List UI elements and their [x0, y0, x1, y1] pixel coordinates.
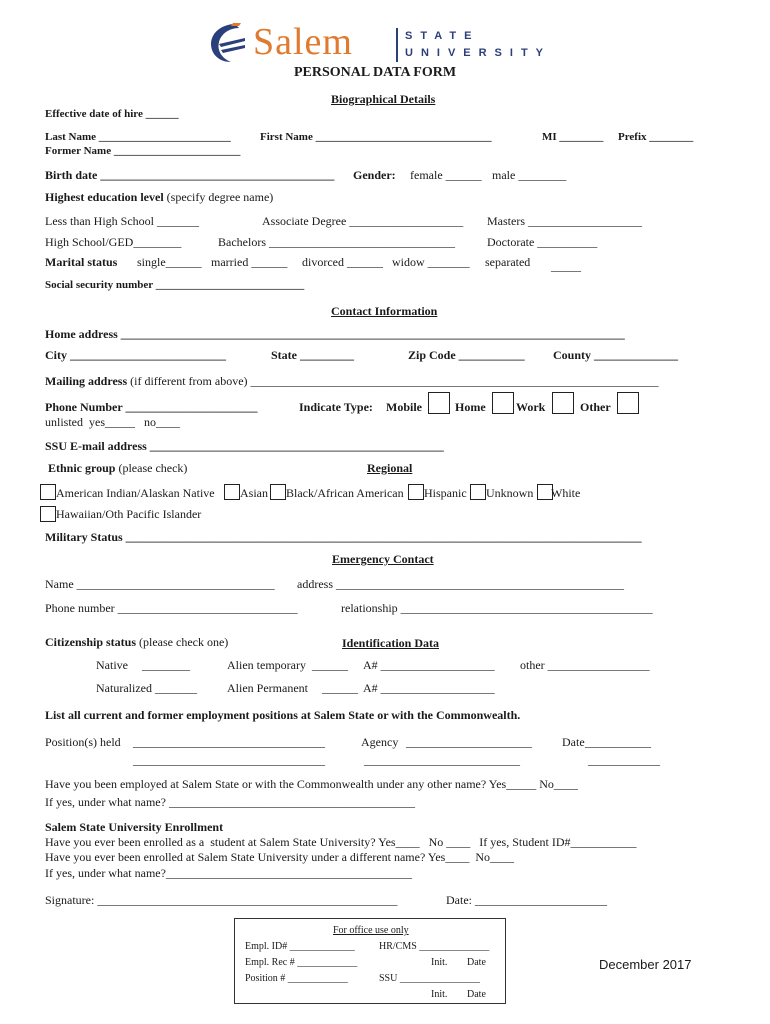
section-regional: Regional [367, 461, 413, 475]
county-field[interactable]: County ______________ [553, 348, 679, 362]
office-date-2-label: Date [467, 989, 486, 1000]
ethnic-black-checkbox[interactable] [270, 484, 286, 500]
ethnic-hispanic-label: Hispanic [424, 486, 467, 500]
type-mobile-label: Mobile [386, 400, 422, 414]
ssn-field[interactable]: Social security number ___________________________ [45, 279, 305, 291]
home-address-field[interactable]: Home address ____________________________________________________________________________________ [45, 327, 625, 341]
education-heading: Highest education level (specify degree name) [45, 190, 274, 204]
mi-field[interactable]: MI ________ [542, 131, 604, 143]
salem-seal-icon [205, 20, 251, 66]
marital-divorced-field[interactable]: divorced ______ [302, 255, 383, 269]
office-use-box [234, 918, 506, 1004]
office-hr-cms-field[interactable]: HR/CMS ______________ [379, 941, 490, 952]
other-name-field[interactable]: If yes, under what name? _________________________________________ [45, 795, 415, 809]
form-title: PERSONAL DATA FORM [294, 65, 457, 80]
type-other-label: Other [580, 400, 611, 414]
type-work-checkbox[interactable] [552, 392, 574, 414]
ethnic-hawaiian-checkbox[interactable] [40, 506, 56, 522]
employment-heading: List all current and former employment positions at Salem State or with the Commonwealth. [45, 708, 521, 722]
position-held-field-1[interactable]: ________________________________ [133, 735, 325, 749]
employment-date-field-2[interactable]: ____________ [588, 753, 660, 767]
employment-date-label: Date [562, 735, 585, 749]
marital-widow-field[interactable]: widow _______ [392, 255, 470, 269]
last-name-field[interactable]: Last Name ________________________ [45, 131, 231, 143]
employment-date-field-1[interactable]: ___________ [585, 735, 651, 749]
enrollment-question-2[interactable]: Have you ever been enrolled at Salem State University under a different name? Yes____ No____ [45, 850, 514, 864]
birth-date-field[interactable]: Birth date _______________________________________ [45, 168, 335, 182]
zip-field[interactable]: Zip Code ___________ [408, 348, 525, 362]
ssu-email-field[interactable]: SSU E-mail address _________________________________________________ [45, 439, 444, 453]
office-date-1-label: Date [467, 957, 486, 968]
office-use-title: For office use only [333, 925, 409, 936]
marital-single-field[interactable]: single______ [137, 255, 202, 269]
ethnic-group-label: Ethnic group (please check) [48, 461, 188, 475]
former-name-field[interactable]: Former Name _______________________ [45, 145, 241, 157]
section-emergency: Emergency Contact [332, 552, 434, 566]
section-biographical: Biographical Details [331, 92, 436, 106]
edu-bachelors-field[interactable]: Bachelors _______________________________ [218, 235, 455, 249]
type-home-checkbox[interactable] [492, 392, 514, 414]
emergency-name-field[interactable]: Name _________________________________ [45, 577, 275, 591]
office-init-2-label: Init. [431, 989, 448, 1000]
military-status-field[interactable]: Military Status ______________________________________________________________________________________ [45, 530, 642, 544]
agency-field-2[interactable]: __________________________ [364, 753, 520, 767]
edu-associate-field[interactable]: Associate Degree ___________________ [262, 214, 464, 228]
ethnic-american-indian-checkbox[interactable] [40, 484, 56, 500]
citizenship-native-label: Native [96, 658, 128, 672]
edu-less-hs-field[interactable]: Less than High School _______ [45, 214, 199, 228]
ethnic-white-label: White [551, 486, 581, 500]
agency-label: Agency [361, 735, 399, 749]
first-name-field[interactable]: First Name ________________________________ [260, 131, 492, 143]
signature-date-field[interactable]: Date: ______________________ [446, 893, 607, 907]
ethnic-hispanic-checkbox[interactable] [408, 484, 424, 500]
ethnic-hawaiian-label: Hawaiian/Oth Pacific Islander [56, 507, 202, 521]
logo-line-state: STATE [405, 30, 480, 42]
emergency-phone-field[interactable]: Phone number ______________________________ [45, 601, 298, 615]
ethnic-black-label: Black/African American [286, 486, 404, 500]
citizenship-alien-temporary-field[interactable]: Alien temporary ______ [227, 658, 348, 672]
ethnic-unknown-label: Unknown [486, 486, 534, 500]
other-name-question[interactable]: Have you been employed at Salem State or with the Commonwealth under any other name? Yes_____ No____ [45, 777, 578, 791]
marital-separated-field[interactable]: _____ [551, 259, 581, 273]
office-init-1-label: Init. [431, 957, 448, 968]
citizenship-alien-permanent-field[interactable]: ______ [322, 681, 358, 695]
ethnic-asian-label: Asian [240, 486, 268, 500]
edu-hs-field[interactable]: High School/GED________ [45, 235, 182, 249]
enrollment-heading: Salem State University Enrollment [45, 820, 224, 834]
effective-date-field[interactable]: Effective date of hire ______ [45, 108, 179, 120]
type-other-checkbox[interactable] [617, 392, 639, 414]
agency-field-1[interactable]: _____________________ [406, 735, 532, 749]
prefix-field[interactable]: Prefix ________ [618, 131, 694, 143]
citizenship-native-field[interactable]: ________ [142, 658, 190, 672]
section-contact: Contact Information [331, 304, 438, 318]
emergency-relationship-field[interactable]: relationship __________________________________________ [341, 601, 653, 615]
gender-female-field[interactable]: female ______ [410, 168, 482, 182]
type-mobile-checkbox[interactable] [428, 392, 450, 414]
university-logo [205, 18, 565, 66]
office-ssu-field[interactable]: SSU ________________ [379, 973, 480, 984]
edu-masters-field[interactable]: Masters ___________________ [487, 214, 642, 228]
phone-number-field[interactable]: Phone Number ______________________ [45, 400, 258, 414]
city-field[interactable]: City __________________________ [45, 348, 226, 362]
marital-married-field[interactable]: married ______ [211, 255, 288, 269]
marital-separated-label: separated [485, 255, 531, 269]
citizenship-label: Citizenship status (please check one) [45, 635, 229, 649]
gender-label: Gender: [353, 168, 396, 182]
indicate-type-label: Indicate Type: [299, 400, 373, 414]
footer-revision-date: December 2017 [599, 957, 692, 972]
enrollment-question-3[interactable]: If yes, under what name?_________________________________________ [45, 866, 412, 880]
citizenship-naturalized-field[interactable]: Naturalized _______ [96, 681, 197, 695]
ethnic-unknown-checkbox[interactable] [470, 484, 486, 500]
a-number-1-field[interactable]: A# ___________________ [363, 658, 495, 672]
ethnic-asian-checkbox[interactable] [224, 484, 240, 500]
signature-field[interactable]: Signature: __________________________________________________ [45, 893, 398, 907]
marital-status-label: Marital status [45, 255, 118, 269]
citizenship-other-field[interactable]: other _________________ [520, 658, 650, 672]
emergency-address-field[interactable]: address ________________________________________________ [297, 577, 624, 591]
office-position-field[interactable]: Position # ____________ [245, 973, 348, 984]
position-held-field-2[interactable]: ________________________________ [133, 753, 325, 767]
type-work-label: Work [516, 400, 546, 414]
mailing-address-field[interactable]: Mailing address (if different from above) ____________________________________________________________________ [45, 374, 659, 388]
unlisted-field[interactable]: unlisted yes_____ no____ [45, 415, 180, 429]
section-identification: Identification Data [342, 636, 439, 650]
office-empl-id-field[interactable]: Empl. ID# _____________ [245, 941, 355, 952]
state-field[interactable]: State _________ [271, 348, 354, 362]
office-empl-rec-field[interactable]: Empl. Rec # ____________ [245, 957, 358, 968]
logo-wordmark: Salem [253, 21, 353, 63]
edu-doctorate-field[interactable]: Doctorate __________ [487, 235, 598, 249]
citizenship-alien-permanent-label: Alien Permanent [227, 681, 308, 695]
enrollment-question-1[interactable]: Have you ever been enrolled as a student at Salem State University? Yes____ No ____ If yes, Student ID#___________ [45, 835, 637, 849]
logo-line-university: UNIVERSITY [405, 47, 552, 59]
a-number-2-field[interactable]: A# ___________________ [363, 681, 495, 695]
ethnic-american-indian-label: American Indian/Alaskan Native [56, 486, 215, 500]
type-home-label: Home [455, 400, 486, 414]
gender-male-field[interactable]: male ________ [492, 168, 567, 182]
position-held-label: Position(s) held [45, 735, 121, 749]
logo-separator [396, 28, 398, 62]
